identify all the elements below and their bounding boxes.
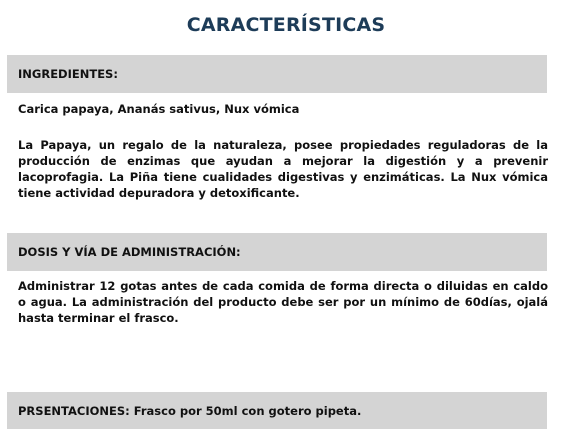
dosage-text: Administrar 12 gotas antes de cada comida de forma directa o diluidas en caldo o agua. La administración del producto debe ser por un mínimo de 60días, ojalá hasta terminar el frasco. (18, 279, 548, 325)
ingredients-description: La Papaya, un regalo de la naturaleza, posee propiedades reguladoras de la producción de enzimas que ayudan a mejorar la digestión y a prevenir lacoprofagia. La Piña tiene cualidades digestivas y enzimáticas. La Nux vómica tiene actividad depuradora y detoxificante. (18, 138, 548, 200)
ingredients-heading: INGREDIENTES: (18, 67, 118, 81)
page-title: CARACTERÍSTICAS (186, 14, 386, 36)
dosage-section-header (7, 233, 547, 271)
dosage-heading: DOSIS Y VÍA DE ADMINISTRACIÓN: (18, 245, 241, 259)
presentations-section (7, 392, 547, 429)
ingredients-section-header (7, 55, 547, 93)
presentations-text: PRSENTACIONES: Frasco por 50ml con gotero pipeta. (18, 403, 362, 418)
ingredients-list: Carica papaya, Ananás sativus, Nux vómica (18, 102, 300, 116)
